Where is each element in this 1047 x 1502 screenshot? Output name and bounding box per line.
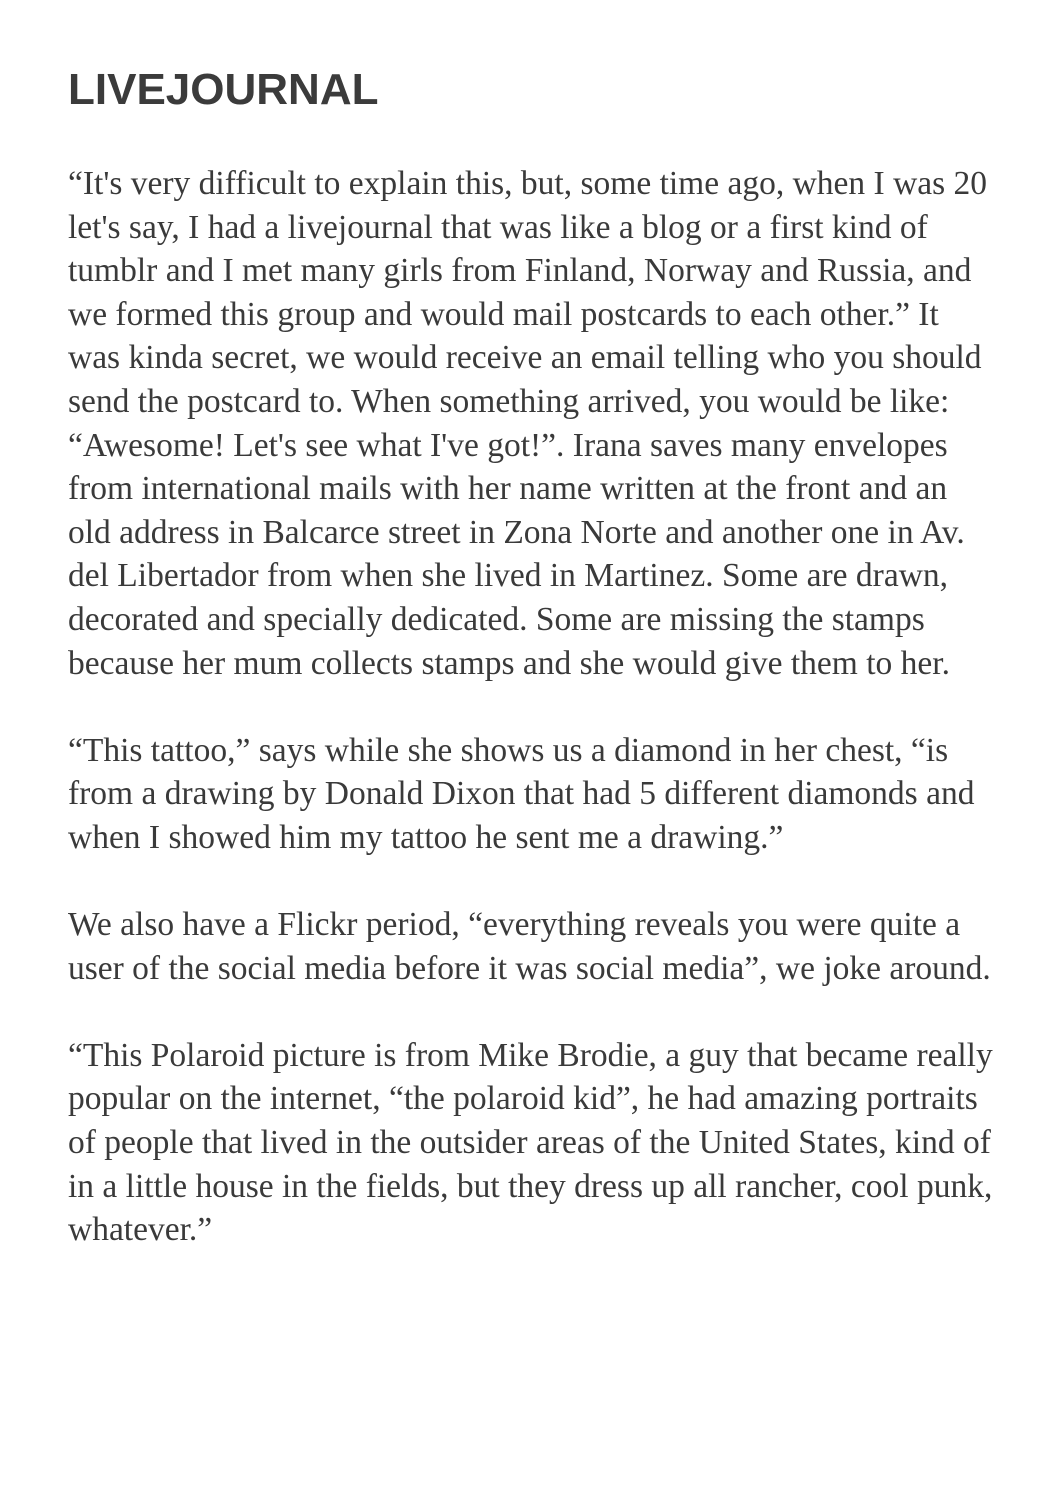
paragraph-polaroid: “This Polaroid picture is from Mike Brodie, a guy that became really popular on the internet, “the polaroid kid”, he had amazing portraits of people that lived in the outsider areas of the United States, kind of in a little house in the fields, but they dress up all rancher, cool punk, whatever.” <box>68 1036 993 1249</box>
paragraph-flickr: We also have a Flickr period, “everything reveals you were quite a user of the social media before it was social media”, we joke around. <box>68 906 991 987</box>
paragraph-tattoo: “This tattoo,” says while she shows us a diamond in her chest, “is from a drawing by Donald Dixon that had 5 different diamonds and when I showed him my tattoo he sent me a drawing.” <box>68 731 975 856</box>
section-title: LIVEJOURNAL <box>68 65 379 114</box>
paragraph-livejournal: “It's very difficult to explain this, but, some time ago, when I was 20 let's say, I had a livejournal that was like a blog or a first kind of tumblr and I met many girls from Finland, Norway and Russia, and we formed this group and would mail postcards to each other.” It was kinda secret, we would receive an email telling who you should send the postcard to. When something arrived, you would be like: “Awesome! Let's see what I've got!”. Irana saves many envelopes from international mails with her name written at the front and an old address in Balcarce street in Zona Norte and another one in Av. del Libertador from when she lived in Martinez. Some are drawn, decorated and specially dedicated. Some are missing the stamps because her mum collects stamps and she would give them to her. <box>68 165 988 682</box>
article-page <box>68 62 998 1295</box>
